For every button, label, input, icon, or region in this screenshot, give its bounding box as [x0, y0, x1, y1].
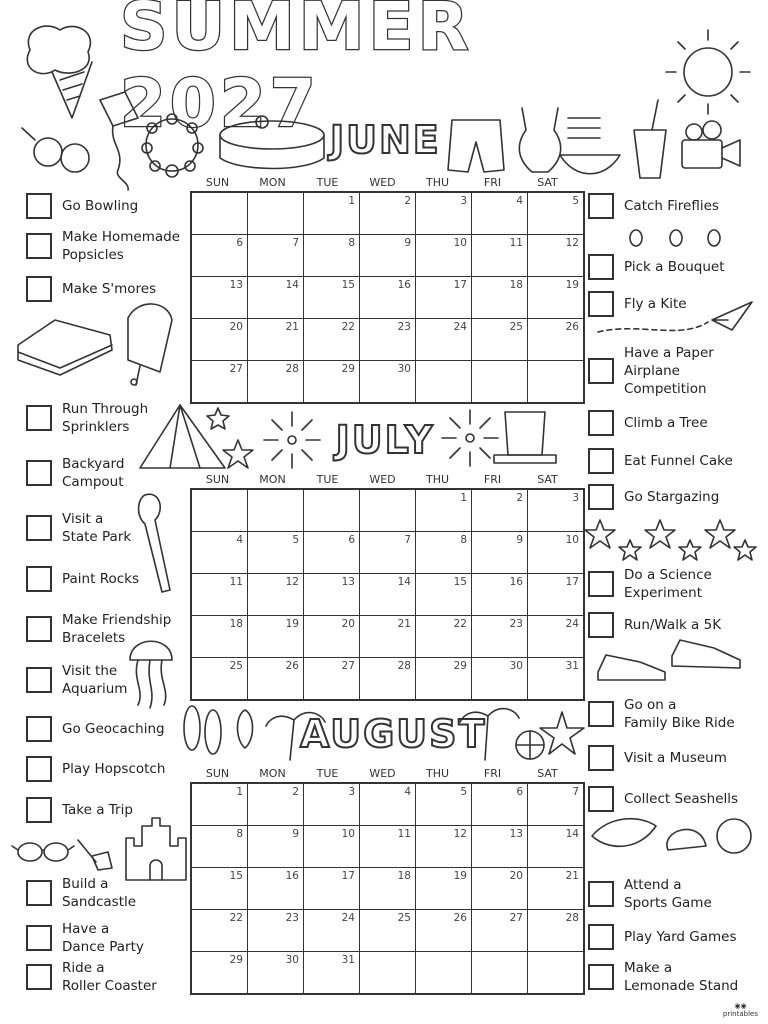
day-cell: 19 — [528, 277, 585, 319]
month-title-august: AUGUST — [300, 712, 487, 756]
activity-checkbox[interactable] — [588, 358, 614, 384]
activity-item[interactable] — [588, 410, 708, 436]
activity-label: Have a Dance Party — [62, 921, 144, 955]
day-cell: 24 — [416, 319, 472, 361]
activity-label: Go Stargazing — [624, 489, 720, 505]
activity-label: Have a Paper Airplane Competition — [624, 345, 714, 397]
weekday-label: SAT — [537, 767, 558, 780]
day-cell: 20 — [304, 616, 360, 658]
activity-checkbox[interactable] — [588, 254, 614, 280]
activity-checkbox[interactable] — [26, 233, 52, 259]
day-cell: 7 — [248, 235, 304, 277]
star-icon — [207, 408, 229, 429]
activity-label: Take a Trip — [62, 802, 133, 818]
activity-checkbox[interactable] — [588, 964, 614, 990]
activity-checkbox[interactable] — [26, 880, 52, 906]
day-cell: 30 — [248, 952, 304, 995]
top-hat-icon — [494, 412, 556, 463]
day-cell: 19 — [248, 616, 304, 658]
tent-icon — [140, 405, 225, 468]
month-title-june: JUNE — [330, 118, 441, 162]
day-cell: 22 — [416, 616, 472, 658]
activity-label: Play Yard Games — [624, 929, 737, 945]
day-cell: 29 — [191, 952, 248, 995]
day-cell: 17 — [304, 868, 360, 910]
activity-checkbox[interactable] — [588, 193, 614, 219]
month-title-july: JULY — [335, 418, 435, 462]
beach-ball-icon — [516, 731, 544, 759]
activity-label: Go on a Family Bike Ride — [624, 697, 735, 731]
day-cell: 12 — [528, 235, 585, 277]
activity-checkbox[interactable] — [26, 276, 52, 302]
day-cell: 21 — [248, 319, 304, 361]
activity-item[interactable] — [588, 566, 712, 602]
weekday-label: FRI — [483, 473, 502, 486]
shell-icon — [238, 710, 253, 748]
activity-checkbox[interactable] — [26, 716, 52, 742]
day-cell: 14 — [528, 826, 585, 868]
day-cell: 11 — [191, 574, 248, 616]
day-cell: 9 — [472, 532, 528, 574]
day-cell: 8 — [191, 826, 248, 868]
day-cell: 29 — [304, 361, 360, 404]
day-cell — [360, 952, 416, 995]
activity-item[interactable] — [26, 662, 127, 698]
activity-item[interactable] — [26, 400, 148, 436]
day-cell: 31 — [528, 658, 585, 701]
day-cell: 4 — [472, 192, 528, 235]
activity-checkbox[interactable] — [588, 786, 614, 812]
day-cell: 13 — [191, 277, 248, 319]
day-cell: 22 — [304, 319, 360, 361]
day-cell — [528, 952, 585, 995]
day-cell — [304, 489, 360, 532]
day-cell: 28 — [248, 361, 304, 404]
activity-item[interactable] — [588, 484, 719, 510]
activity-label: Eat Funnel Cake — [624, 453, 733, 469]
august-calendar-grid — [190, 782, 585, 995]
activity-checkbox[interactable] — [588, 410, 614, 436]
activity-label: Collect Seashells — [624, 791, 739, 807]
day-cell: 27 — [191, 361, 248, 404]
day-cell: 29 — [416, 658, 472, 701]
day-cell — [472, 952, 528, 995]
star-icon — [223, 440, 253, 468]
day-cell: 24 — [528, 616, 585, 658]
weekday-label: TUE — [316, 176, 339, 189]
activity-label: Build a Sandcastle — [62, 876, 137, 910]
day-cell: 20 — [472, 868, 528, 910]
activity-checkbox[interactable] — [26, 667, 52, 693]
day-cell: 12 — [416, 826, 472, 868]
activity-checkbox[interactable] — [26, 616, 52, 642]
day-cell: 16 — [360, 277, 416, 319]
day-cell: 25 — [472, 319, 528, 361]
activity-checkbox[interactable] — [26, 964, 52, 990]
day-cell: 8 — [416, 532, 472, 574]
day-cell: 24 — [304, 910, 360, 952]
day-cell: 8 — [304, 235, 360, 277]
day-cell — [528, 361, 585, 404]
brand-logo — [723, 1002, 758, 1018]
activity-checkbox[interactable] — [26, 460, 52, 486]
day-cell: 18 — [191, 616, 248, 658]
activity-label: Climb a Tree — [624, 415, 708, 431]
activity-item[interactable] — [588, 193, 719, 219]
weekday-label: THU — [425, 176, 450, 189]
day-cell: 31 — [304, 952, 360, 995]
weekday-label: SUN — [205, 176, 230, 189]
day-cell: 30 — [360, 361, 416, 404]
day-cell — [248, 192, 304, 235]
day-cell: 20 — [191, 319, 248, 361]
sneakers-icon — [598, 640, 740, 680]
activity-checkbox[interactable] — [26, 925, 52, 951]
activity-item[interactable] — [26, 959, 157, 995]
activity-item[interactable] — [588, 254, 725, 280]
stars-icon — [585, 520, 756, 560]
activity-checkbox[interactable] — [26, 193, 52, 219]
day-cell: 1 — [191, 783, 248, 826]
day-cell: 5 — [416, 783, 472, 826]
weekday-label: TUE — [316, 767, 339, 780]
firefly-icon — [630, 230, 720, 246]
day-cell — [416, 952, 472, 995]
weekday-label: SAT — [537, 176, 558, 189]
day-cell: 21 — [360, 616, 416, 658]
activity-item[interactable] — [26, 276, 156, 302]
day-cell: 11 — [472, 235, 528, 277]
activity-item[interactable] — [26, 228, 180, 264]
activity-checkbox[interactable] — [26, 405, 52, 431]
activity-item[interactable] — [26, 193, 138, 219]
weekday-label: THU — [425, 473, 450, 486]
activity-item[interactable] — [588, 924, 737, 950]
activity-checkbox[interactable] — [26, 515, 52, 541]
day-cell: 16 — [248, 868, 304, 910]
activity-item[interactable] — [588, 696, 735, 732]
day-cell: 15 — [191, 868, 248, 910]
activity-checkbox[interactable] — [588, 881, 614, 907]
day-cell: 2 — [248, 783, 304, 826]
paint-brush-icon — [139, 494, 170, 592]
activity-checkbox[interactable] — [588, 291, 614, 317]
day-cell: 10 — [416, 235, 472, 277]
day-cell — [472, 361, 528, 404]
activity-checkbox[interactable] — [588, 448, 614, 474]
day-cell: 1 — [304, 192, 360, 235]
activity-label: Attend a Sports Game — [624, 877, 712, 911]
day-cell: 18 — [360, 868, 416, 910]
activity-label: Catch Fireflies — [624, 198, 719, 214]
day-cell — [416, 361, 472, 404]
activity-label: Go Geocaching — [62, 721, 165, 737]
day-cell: 16 — [472, 574, 528, 616]
activity-label: Run Through Sprinklers — [62, 401, 149, 435]
activity-label: Make Friendship Bracelets — [62, 612, 172, 646]
activity-checkbox[interactable] — [588, 924, 614, 950]
day-cell: 22 — [191, 910, 248, 952]
activity-item[interactable] — [588, 291, 687, 317]
activity-checkbox[interactable] — [588, 701, 614, 727]
activity-item[interactable] — [588, 344, 714, 398]
shovel-icon — [78, 840, 112, 870]
weekday-label: WED — [369, 767, 396, 780]
activity-item[interactable] — [26, 875, 136, 911]
activity-label: Go Bowling — [62, 198, 139, 214]
day-cell: 2 — [360, 192, 416, 235]
day-cell: 25 — [191, 658, 248, 701]
day-cell: 27 — [472, 910, 528, 952]
day-cell: 5 — [248, 532, 304, 574]
day-cell: 26 — [416, 910, 472, 952]
day-cell: 10 — [304, 826, 360, 868]
sandwich-icon — [18, 320, 112, 375]
activity-checkbox[interactable] — [588, 571, 614, 597]
day-cell: 26 — [248, 658, 304, 701]
day-cell: 9 — [360, 235, 416, 277]
day-cell: 3 — [416, 192, 472, 235]
activity-item[interactable] — [588, 612, 721, 638]
day-cell: 1 — [416, 489, 472, 532]
day-cell — [191, 192, 248, 235]
activity-label: Visit the Aquarium — [62, 663, 128, 697]
activity-label: Fly a Kite — [624, 296, 687, 312]
day-cell: 11 — [360, 826, 416, 868]
day-cell: 10 — [528, 532, 585, 574]
activity-checkbox[interactable] — [26, 566, 52, 592]
day-cell: 28 — [360, 658, 416, 701]
weekday-label: MON — [259, 176, 286, 189]
day-cell: 3 — [528, 489, 585, 532]
day-cell: 13 — [304, 574, 360, 616]
day-cell — [360, 489, 416, 532]
activity-item[interactable] — [588, 959, 738, 995]
activity-label: Do a Science Experiment — [624, 567, 712, 601]
activity-item[interactable] — [588, 448, 733, 474]
weekday-label: THU — [425, 767, 450, 780]
weekday-label: FRI — [483, 176, 502, 189]
day-cell: 25 — [360, 910, 416, 952]
day-cell: 17 — [528, 574, 585, 616]
seashells-icon — [592, 819, 751, 853]
paw-icon: ◉◉ — [734, 1002, 747, 1010]
activity-label: Visit a State Park — [62, 511, 132, 545]
activity-label: Backyard Campout — [62, 456, 125, 490]
day-cell: 12 — [248, 574, 304, 616]
palm-tree-icon — [266, 713, 325, 760]
day-cell: 6 — [191, 235, 248, 277]
day-cell: 15 — [304, 277, 360, 319]
day-cell: 14 — [248, 277, 304, 319]
weekday-label: WED — [369, 176, 396, 189]
day-cell: 23 — [360, 319, 416, 361]
day-cell: 23 — [248, 910, 304, 952]
activity-checkbox[interactable] — [26, 756, 52, 782]
day-cell: 6 — [472, 783, 528, 826]
activity-checkbox[interactable] — [588, 612, 614, 638]
flip-flops-icon — [184, 706, 221, 754]
sandcastle-icon — [126, 818, 186, 880]
day-cell: 4 — [360, 783, 416, 826]
palm-tree-icon — [460, 709, 519, 760]
weekday-label: TUE — [316, 473, 339, 486]
day-cell: 9 — [248, 826, 304, 868]
day-cell: 4 — [191, 532, 248, 574]
day-cell: 19 — [416, 868, 472, 910]
june-calendar-grid — [190, 191, 585, 404]
activity-label: Run/Walk a 5K — [624, 617, 722, 633]
day-cell: 5 — [528, 192, 585, 235]
activity-label: Ride a Roller Coaster — [62, 960, 157, 994]
activity-item[interactable] — [26, 756, 165, 782]
day-cell: 2 — [472, 489, 528, 532]
weekday-label: MON — [259, 767, 286, 780]
sunglasses-icon — [12, 843, 74, 861]
weekday-label: SAT — [537, 473, 558, 486]
july-calendar-grid — [190, 488, 585, 701]
starfish-icon — [540, 712, 584, 754]
activity-checkbox[interactable] — [588, 484, 614, 510]
weekday-label: MON — [259, 473, 286, 486]
activity-label: Make S'mores — [62, 281, 157, 297]
day-cell: 14 — [360, 574, 416, 616]
activity-label: Play Hopscotch — [62, 761, 166, 777]
activity-label: Pick a Bouquet — [624, 259, 725, 275]
day-cell: 21 — [528, 868, 585, 910]
activity-item[interactable] — [588, 786, 738, 812]
activity-checkbox[interactable] — [588, 745, 614, 771]
activity-item[interactable] — [26, 510, 131, 546]
logo-text: printables — [722, 1010, 758, 1018]
activity-checkbox[interactable] — [26, 797, 52, 823]
activity-label: Make a Lemonade Stand — [624, 960, 739, 994]
day-cell: 28 — [528, 910, 585, 952]
activity-label: Make Homemade Popsicles — [62, 229, 181, 263]
day-cell: 7 — [360, 532, 416, 574]
fireworks-icon — [264, 412, 320, 468]
day-cell — [191, 489, 248, 532]
activity-item[interactable] — [26, 611, 171, 647]
day-cell: 18 — [472, 277, 528, 319]
activity-item[interactable] — [26, 716, 165, 742]
day-cell: 6 — [304, 532, 360, 574]
activity-label: Visit a Museum — [624, 750, 727, 766]
activity-item[interactable] — [26, 566, 139, 592]
weekday-label: SUN — [205, 473, 230, 486]
weekday-label: SUN — [205, 767, 230, 780]
activity-item[interactable] — [588, 876, 712, 912]
activity-item[interactable] — [26, 455, 124, 491]
day-cell: 26 — [528, 319, 585, 361]
day-cell: 27 — [304, 658, 360, 701]
weekday-label: FRI — [483, 767, 502, 780]
day-cell: 15 — [416, 574, 472, 616]
day-cell — [248, 489, 304, 532]
day-cell: 7 — [528, 783, 585, 826]
activity-item[interactable] — [26, 920, 144, 956]
jellyfish-icon — [130, 641, 172, 708]
activity-label: Paint Rocks — [62, 571, 140, 587]
day-cell: 17 — [416, 277, 472, 319]
day-cell: 23 — [472, 616, 528, 658]
fireworks-icon — [442, 410, 498, 466]
popsicle-icon — [128, 304, 172, 385]
page-title: SUMMER 2027 — [120, 0, 473, 142]
day-cell: 13 — [472, 826, 528, 868]
activity-item[interactable] — [26, 797, 133, 823]
day-cell: 3 — [304, 783, 360, 826]
day-cell: 30 — [472, 658, 528, 701]
activity-item[interactable] — [588, 745, 727, 771]
weekday-label: WED — [369, 473, 396, 486]
